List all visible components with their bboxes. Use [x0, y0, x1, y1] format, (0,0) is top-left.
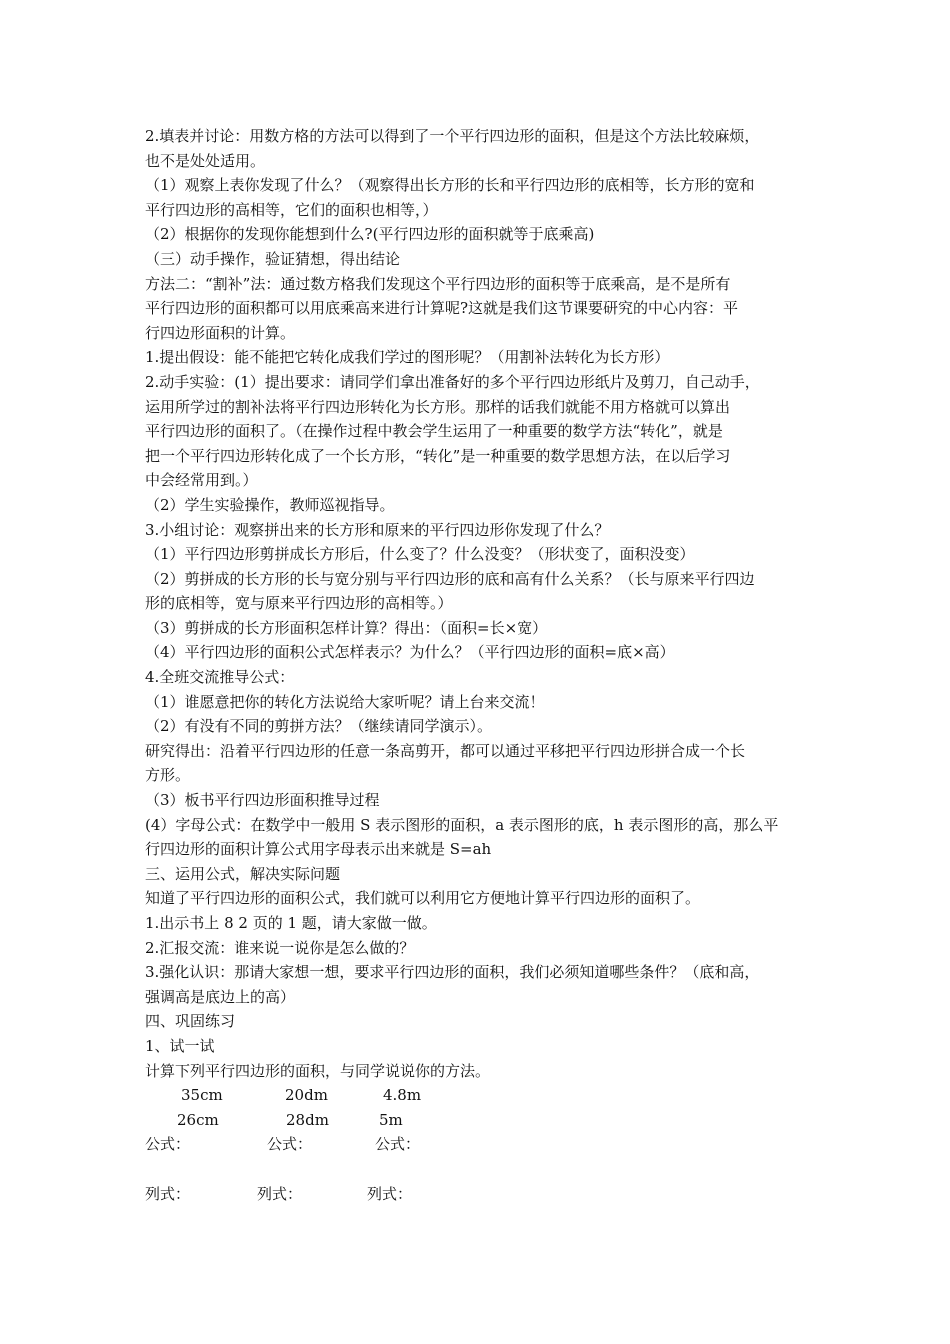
- text-line: 中会经常用到。）: [145, 471, 258, 490]
- text-line: 平行四边形的高相等，它们的面积也相等，）: [145, 200, 438, 219]
- exercise-formula-row: [145, 1132, 811, 1157]
- equation-label: 列式：: [367, 1184, 413, 1203]
- text-line: 2.汇报交流：谁来说一说你是怎么做的？: [145, 938, 415, 957]
- text-line: 2.填表并讨论：用数方格的方法可以得到了一个平行四边形的面积，但是这个方法比较麻烦，: [145, 127, 760, 145]
- text-line: 强调高是底边上的高）: [145, 987, 296, 1006]
- dimension-value: 28dm: [286, 1110, 329, 1129]
- text-line: 3.强化认识：那请大家想一想，要求平行四边形的面积，我们必须知道哪些条件？（底和高，: [145, 963, 760, 982]
- document-page: [145, 124, 811, 1206]
- text-line: 计算下列平行四边形的面积，与同学说说你的方法。: [145, 1061, 491, 1080]
- text-line: 知道了平行四边形的面积公式，我们就可以利用它方便地计算平行四边形的面积了。: [145, 889, 701, 908]
- text-line: 平行四边形的面积了。（在操作过程中教会学生运用了一种重要的数学方法“转化”，就是: [145, 422, 723, 441]
- text-line: （1）平行四边形剪拼成长方形后，什么变了？什么没变？（形状变了，面积没变）: [145, 545, 695, 564]
- text-line: 形的底相等，宽与原来平行四边形的高相等。）: [145, 594, 453, 613]
- text-line: 1、试一试: [145, 1036, 215, 1055]
- dimension-value: 4.8m: [383, 1086, 422, 1105]
- text-line: 行四边形的面积计算公式用字母表示出来就是 S=ah: [145, 840, 492, 859]
- text-line: 1.提出假设：能不能把它转化成我们学过的图形呢？（用割补法转化为长方形）: [145, 348, 670, 367]
- formula-label: 公式：: [267, 1135, 313, 1154]
- text-line: （3）板书平行四边形面积推导过程: [145, 791, 380, 810]
- text-line: 4.全班交流推导公式：: [145, 668, 295, 687]
- text-line: （2）根据你的发现你能想到什么?(平行四边形的面积就等于底乘高): [145, 225, 595, 244]
- text-line: （1）观察上表你发现了什么？（观察得出长方形的长和平行四边形的底相等，长方形的宽和: [145, 176, 755, 195]
- text-line: 研究得出：沿着平行四边形的任意一条高剪开，都可以通过平移把平行四边形拼合成一个长: [145, 741, 746, 760]
- text-line: （1）谁愿意把你的转化方法说给大家听呢？请上台来交流！: [145, 692, 545, 711]
- equation-label: 列式：: [257, 1184, 303, 1203]
- text-line: 1.出示书上 8 2 页的 1 题，请大家做一做。: [145, 914, 437, 932]
- document-body: [145, 124, 811, 1083]
- text-line: 方法二：“割补”法：通过数方格我们发现这个平行四边形的面积等于底乘高，是不是所有: [145, 274, 731, 293]
- formula-label: 公式：: [145, 1135, 191, 1154]
- text-line: 3.小组讨论：观察拼出来的长方形和原来的平行四边形你发现了什么？: [145, 520, 610, 539]
- text-line: 平行四边形的面积都可以用底乘高来进行计算呢?这就是我们这节课要研究的中心内容：平: [145, 299, 739, 318]
- text-line: 四、巩固练习: [145, 1012, 236, 1031]
- dimension-value: 26cm: [177, 1110, 219, 1129]
- text-line: 把一个平行四边形转化成了一个长方形，“转化”是一种重要的数学思想方法，在以后学习: [145, 446, 731, 465]
- dimension-value: 35cm: [181, 1086, 223, 1105]
- text-line: 方形。: [145, 766, 191, 785]
- spacer: [145, 1157, 811, 1182]
- text-line: 2.动手实验：(1）提出要求：请同学们拿出准备好的多个平行四边形纸片及剪刀，自己动手，: [145, 372, 760, 391]
- dimension-value: 5m: [379, 1110, 403, 1129]
- text-line: （2）有没有不同的剪拼方法？（继续请同学演示）。: [145, 717, 493, 736]
- text-line: 也不是处处适用。: [145, 151, 266, 170]
- equation-label: 列式：: [145, 1184, 191, 1203]
- text-line: （2）学生实验操作，教师巡视指导。: [145, 495, 395, 514]
- formula-label: 公式：: [375, 1135, 421, 1154]
- text-line: 运用所学过的割补法将平行四边形转化为长方形。那样的话我们就能不用方格就可以算出: [145, 397, 731, 416]
- exercise-dimensions-row-1: [145, 1083, 811, 1108]
- text-line: （三）动手操作，验证猜想，得出结论: [145, 249, 401, 268]
- exercise-equation-row: [145, 1182, 811, 1207]
- exercise-dimensions-row-2: [145, 1108, 811, 1133]
- text-line: (4）字母公式：在数学中一般用 S 表示图形的面积，a 表示图形的底，h 表示图形的高，那么平: [145, 815, 779, 834]
- text-line: （2）剪拼成的长方形的长与宽分别与平行四边形的底和高有什么关系？（长与原来平行四边: [145, 569, 755, 588]
- text-line: （4）平行四边形的面积公式怎样表示？为什么？（平行四边形的面积=底×高）: [145, 643, 675, 662]
- dimension-value: 20dm: [285, 1086, 328, 1105]
- text-line: （3）剪拼成的长方形面积怎样计算？得出：（面积=长×宽）: [145, 618, 548, 637]
- text-line: 行四边形面积的计算。: [145, 323, 296, 342]
- text-line: 三、运用公式，解决实际问题: [145, 864, 341, 883]
